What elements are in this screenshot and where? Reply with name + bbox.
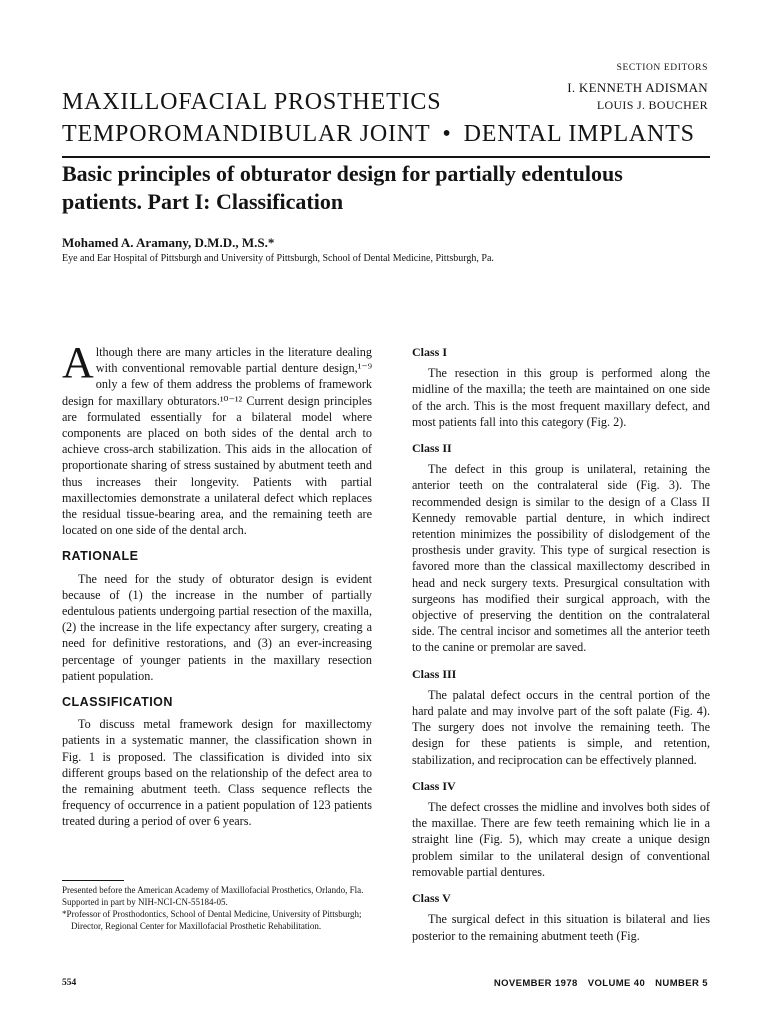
article-author: Mohamed A. Aramany, D.M.D., M.S.*	[62, 235, 275, 250]
class-1-heading: Class I	[412, 345, 448, 359]
intro-text: lthough there are many articles in the literature dealing with conventional removable partial denture design,¹⁻⁹ only a few of them address the problems of framework design for maxillary obturators.¹⁰⁻¹² Current design principles are formulated essentially for a bilateral model where components are placed on both sides of the dental arch to achieve cross-arch stabilization. This aids in the allocation of proportionate sharing of stress sustained by abutment teeth and thus increases their longevity. Patients with partial maxillectomies demonstrate a unilateral defect which replaces the residual tissue-bearing area, and the remaining teeth are located on one side of the dental arch.	[62, 345, 372, 538]
section-title-line-2	[62, 121, 695, 148]
class-1-paragraph: The resection in this group is performed along the midline of the maxilla; the teeth are maintained on one side of the arch. This is the most frequent maxillary defect, and most patients fall into this category (Fig. 2).	[412, 366, 710, 429]
class-2-paragraph: The defect in this group is unilateral, retaining the anterior teeth on the contralateral side (Fig. 3). The recommended design is similar to the design of a Class II Kennedy removable partial denture, in which indirect retention minimizes the possibility of dislodgement of the prosthesis under gravity. This type of surgical resection is favored more than the classical maxillectomy described in head and neck surgery texts. Presurgical consultation with surgeons has modified their surgical approach, with the objective of preserving the dentition on the contralateral side. The central incisor and sometimes all the anterior teeth to the canine or premolar are saved.	[412, 462, 710, 655]
footnote-presented: Presented before the American Academy of Maxillofacial Prosthetics, Orlando, Fla.	[62, 885, 364, 895]
classification-heading: CLASSIFICATION	[62, 695, 173, 710]
section-title-tmj: TEMPOROMANDIBULAR JOINT	[62, 121, 431, 147]
editor-name-2: LOUIS J. BOUCHER	[596, 98, 708, 112]
class-3-paragraph: The palatal defect occurs in the central portion of the hard palate and may involve part of the soft palate (Fig. 4). The surgery does not involve the remaining teeth. The design for these patients is simple, and retention, stabilization, and reciprocation can be effectively planned.	[412, 687, 710, 767]
section-title-line-1: MAXILLOFACIAL PROSTHETICS	[62, 89, 442, 115]
page-number: 554	[62, 978, 77, 988]
intro-paragraph	[62, 338, 372, 538]
footnotes	[62, 884, 372, 932]
section-title-implants: DENTAL IMPLANTS	[463, 121, 695, 147]
class-3-heading: Class III	[412, 666, 457, 681]
header-rule	[62, 156, 710, 158]
class-4-paragraph: The defect crosses the midline and involves both sides of the maxillae. There are few teeth remaining which lie in a straight line (Fig. 5), which may create a unique design problem similar to the unilateral design of conventional removable partial dentures.	[412, 800, 710, 879]
class-4-heading: Class IV	[412, 778, 456, 793]
class-5-heading: Class V	[412, 891, 451, 906]
footnote-professor: *Professor of Prosthodontics, School of Dental Medicine, University of Pittsburgh; Director, Regional Center for Maxillofacial Prosthetic Rehabilitation.	[62, 909, 362, 931]
rationale-paragraph: The need for the study of obturator design is evident because of (1) the increase in the number of partially edentulous patients undergoing partial resection of the maxilla, (2) the increase in the life expectancy after surgery, creating a need for definitive restorations, and (3) an ever-increasing percentage of younger patients in the maxillary resection patient population.	[62, 571, 372, 683]
issue-number: NUMBER 5	[655, 978, 708, 989]
drop-cap: A	[62, 338, 94, 387]
rationale-heading: RATIONALE	[62, 549, 139, 564]
left-column	[62, 338, 372, 834]
section-editors-label: SECTION EDITORS	[616, 63, 708, 73]
footnote-support: Supported in part by NIH-NCI-CN-55184-05.	[62, 897, 228, 907]
author-affiliation: Eye and Ear Hospital of Pittsburgh and University of Pittsburgh, School of Dental Medicine, Pittsburgh, Pa.	[62, 253, 494, 264]
right-column	[412, 344, 710, 948]
issue-volume: VOLUME 40	[587, 978, 646, 989]
classification-paragraph: To discuss metal framework design for maxillectomy patients in a systematic manner, the classification shown in Fig. 1 is proposed. The classification is divided into six different groups based on the relationship of the defect area to the remaining abutment teeth. Class sequence reflects the frequency of occurrence in a patient population of 123 patients treated during a period of over 6 years.	[62, 717, 372, 829]
issue-info	[440, 978, 708, 989]
issue-date: NOVEMBER 1978	[493, 978, 578, 989]
footnote-rule	[62, 880, 124, 881]
editor-name-1: I. KENNETH ADISMAN	[567, 80, 708, 95]
class-2-heading: Class II	[412, 441, 452, 456]
section-bullet: •	[442, 121, 452, 147]
class-5-paragraph: The surgical defect in this situation is bilateral and lies posterior to the remaining abutment teeth (Fig.	[412, 912, 710, 943]
article-title: Basic principles of obturator design for partially edentulous patients. Part I: Classification	[62, 161, 623, 214]
